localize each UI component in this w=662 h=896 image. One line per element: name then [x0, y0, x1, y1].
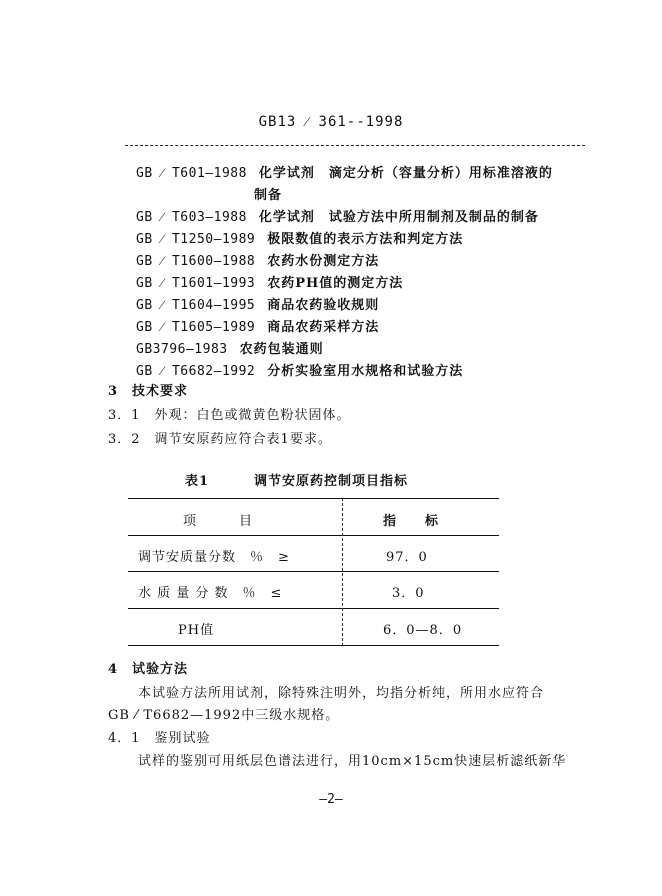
- reference-title: 极限数值的表示方法和判定方法: [267, 232, 464, 247]
- table-1: [128, 498, 499, 646]
- reference-title: 分析实验室用水规格和试验方法: [267, 364, 464, 379]
- reference-title: 商品农药采样方法: [267, 320, 380, 335]
- reference-title: 化学试剂 试验方法中所用制剂及制品的制备: [258, 210, 539, 225]
- table-cell-value: 3．0: [392, 586, 425, 601]
- reference-item: [136, 162, 553, 181]
- reference-item: [136, 206, 539, 225]
- reference-title: 农药包装通则: [239, 342, 324, 357]
- reference-title: 化学试剂 滴定分析（容量分析）用标准溶液的: [258, 166, 553, 181]
- section-4-heading: 4 试验方法: [108, 662, 189, 677]
- reference-code: GB ⁄ T1600—1988: [136, 254, 256, 269]
- reference-code: GB ⁄ T1604—1995: [136, 298, 256, 313]
- table-cell-item: 调节安质量分数 ％ ≥: [138, 550, 290, 565]
- table-bottom-rule: [128, 645, 499, 646]
- reference-title: 农药水份测定方法: [267, 254, 380, 269]
- table-top-rule: [128, 498, 499, 499]
- reference-item: [136, 228, 463, 247]
- reference-item: [136, 316, 379, 335]
- reference-item: [136, 294, 379, 313]
- table-column-divider: [342, 498, 343, 646]
- reference-code: GB ⁄ T603—1988: [136, 210, 247, 225]
- section-4-intro-line1: 本试验方法所用试剂，除特殊注明外，均指分析纯，所用水应符合: [138, 686, 545, 701]
- table-cell-item: PH值: [178, 623, 215, 638]
- page-header: GB13 ⁄ 361--1998: [258, 114, 404, 130]
- reference-item: [136, 338, 324, 357]
- header-rule: [125, 145, 585, 146]
- reference-title-continued: 制备: [254, 188, 283, 203]
- page-number: —2—: [319, 792, 343, 807]
- reference-item: [136, 360, 463, 379]
- table-header-index: 指 标: [383, 514, 440, 529]
- section-4-1-heading: 4．1 鉴别试验: [108, 731, 211, 746]
- reference-item: [136, 272, 403, 291]
- reference-code: GB ⁄ T1605—1989: [136, 320, 256, 335]
- table-1-label: 表1: [185, 474, 210, 489]
- reference-code: GB3796—1983: [136, 342, 228, 357]
- reference-title: 农药PH值的测定方法: [267, 276, 404, 291]
- table-cell-item: 水 质 量 分 数 ％ ≤: [138, 586, 283, 601]
- table-header-item: 项 目: [183, 514, 254, 529]
- section-4-1-text: 试样的鉴别可用纸层色谱法进行，用10cm×15cm快速层析滤纸新华: [138, 754, 567, 769]
- section-3-heading: 3 技术要求: [108, 384, 189, 399]
- reference-code: GB ⁄ T601—1988: [136, 166, 247, 181]
- reference-title: 商品农药验收规则: [267, 298, 380, 313]
- section-4-intro-line2: GB ⁄ T6682—1992中三级水规格。: [108, 708, 340, 723]
- table-1-title: 调节安原药控制项目指标: [254, 474, 409, 489]
- section-3-1: 3．1 外观：白色或微黄色粉状固体。: [108, 408, 351, 423]
- section-3-2: 3．2 调节安原药应符合表1要求。: [108, 432, 332, 447]
- reference-code: GB ⁄ T6682—1992: [136, 364, 256, 379]
- table-cell-value: 6．0—8．0: [383, 623, 463, 638]
- table-cell-value: 97．0: [386, 550, 428, 565]
- reference-code: GB ⁄ T1250—1989: [136, 232, 256, 247]
- reference-item: [136, 250, 379, 269]
- table-header-rule: [128, 535, 499, 536]
- reference-code: GB ⁄ T1601—1993: [136, 276, 256, 291]
- table-row-rule: [128, 608, 499, 609]
- table-row-rule: [128, 571, 499, 572]
